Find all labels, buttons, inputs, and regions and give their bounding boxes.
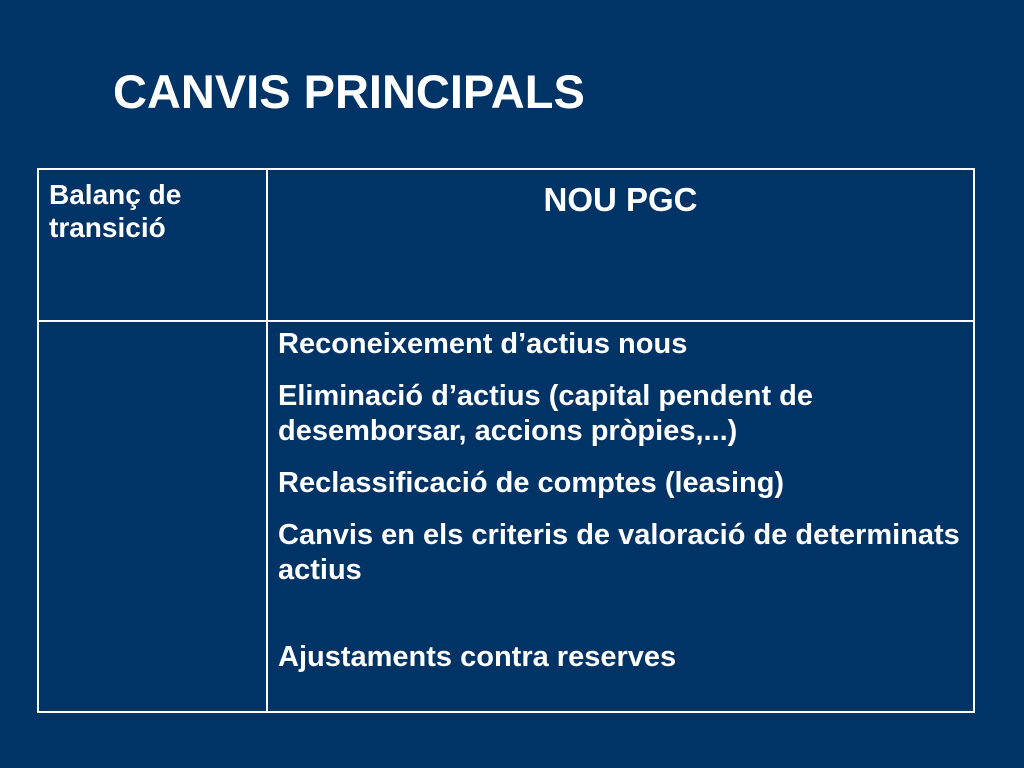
list-item: Ajustaments contra reserves — [278, 641, 677, 673]
header-right-label: NOU PGC — [543, 181, 698, 218]
list-item: Reconeixement d’actius nous — [278, 328, 688, 360]
list-item: Reclassificació de comptes (leasing) — [278, 467, 785, 499]
table-header-row — [38, 169, 974, 321]
slide-title: CANVIS PRINCIPALS — [113, 65, 585, 118]
header-cell-right — [267, 169, 974, 321]
changes-table — [37, 168, 975, 713]
header-cell-left — [38, 169, 267, 321]
changes-list — [268, 322, 973, 675]
body-cell-right — [267, 321, 974, 712]
header-left-label: Balanç de transició — [49, 179, 182, 243]
list-item: Canvis en els criteris de valoració de determinats actius — [278, 519, 960, 586]
table-body-row — [38, 321, 974, 712]
body-cell-left — [38, 321, 267, 712]
list-item: Eliminació d’actius (capital pendent de desemborsar, accions pròpies,...) — [278, 380, 813, 447]
